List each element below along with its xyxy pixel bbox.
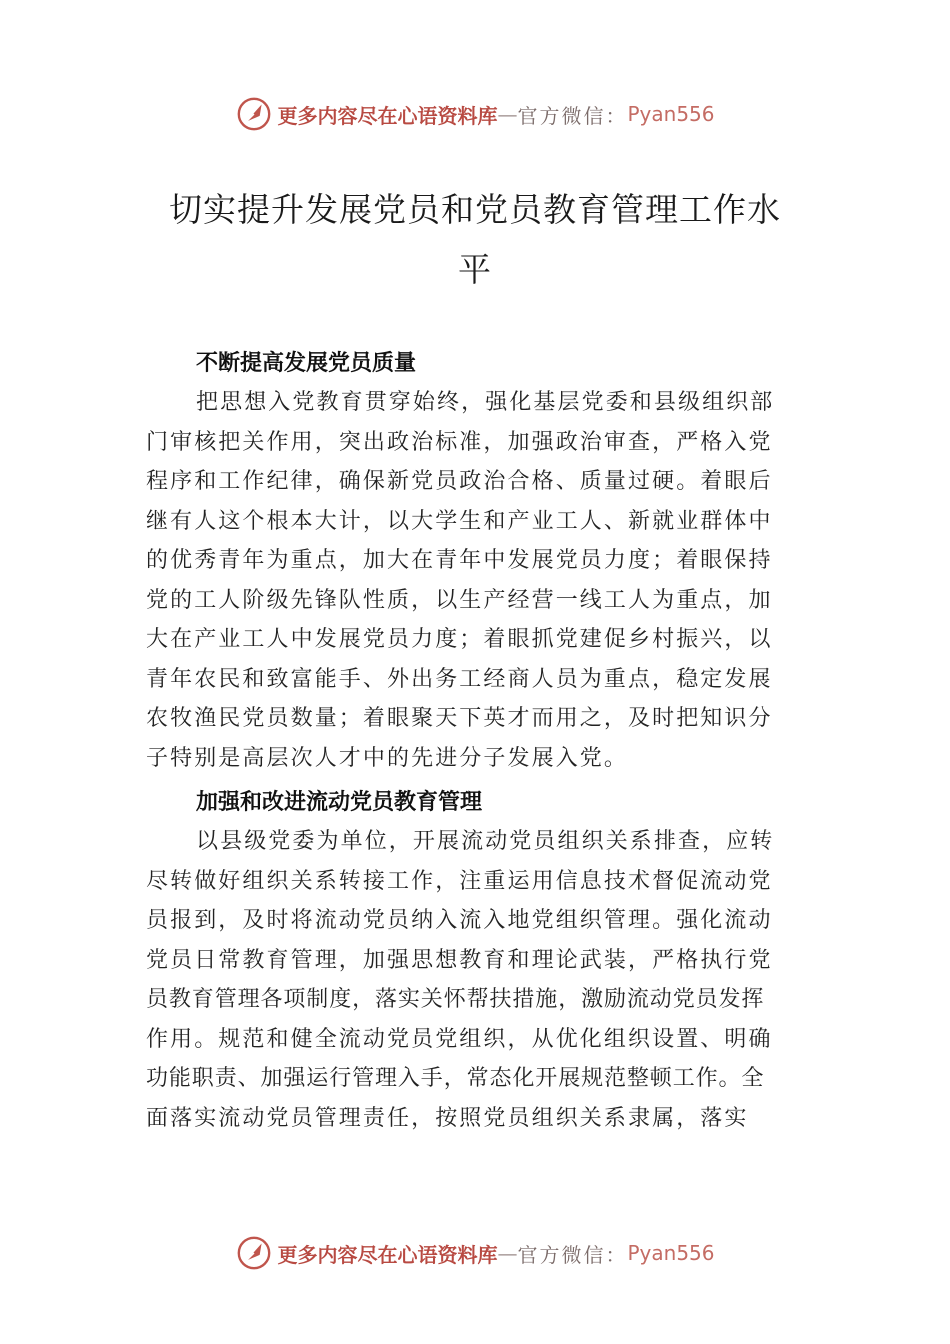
text-line: 以县级党委为单位，开展流动党员组织关系排查，应转	[196, 829, 775, 854]
text-line: 员教育管理各项制度，落实关怀帮扶措施，激励流动党员发挥	[146, 987, 765, 1012]
text-line: 员报到，及时将流动党员纳入流入地党组织管理。强化流动	[146, 908, 773, 933]
watermark-wechat-id: Pyan556	[627, 102, 715, 126]
section-heading: 不断提高发展党员质量	[196, 351, 417, 376]
text-line: 尽转做好组织关系转接工作，注重运用信息技术督促流动党	[146, 868, 773, 894]
section-paragraph	[146, 383, 816, 778]
watermark-wechat-id: Pyan556	[627, 1241, 715, 1265]
feather-pen-icon	[235, 95, 273, 133]
watermark-wechat-label: 官方微信：	[517, 103, 628, 128]
text-line: 把思想入党教育贯穿始终，强化基层党委和县级组织部	[196, 390, 775, 415]
text-line: 党员日常教育管理，加强思想教育和理论武装，严格执行党	[146, 947, 773, 973]
watermark-brand: 更多内容尽在心语资料库	[277, 1242, 498, 1267]
watermark-dash: —	[497, 102, 518, 126]
watermark-wechat-label: 官方微信：	[517, 1242, 628, 1267]
section-heading: 加强和改进流动党员教育管理	[196, 790, 483, 815]
watermark-header	[0, 92, 950, 136]
text-line: 大在产业工人中发展党员力度；着眼抓党建促乡村振兴，以	[146, 627, 773, 652]
text-line: 继有人这个根本大计，以大学生和产业工人、新就业群体中	[146, 508, 773, 534]
text-line: 程序和工作纪律，确保新党员政治合格、质量过硬。着眼后	[146, 469, 773, 494]
text-line: 青年农民和致富能手、外出务工经商人员为重点，稳定发展	[146, 666, 773, 692]
text-line: 农牧渔民党员数量；着眼聚天下英才而用之，及时把知识分	[146, 706, 773, 731]
text-line: 党的工人阶级先锋队性质，以生产经营一线工人为重点，加	[146, 587, 773, 613]
text-line: 面落实流动党员管理责任，按照党员组织关系隶属，落实	[146, 1105, 749, 1131]
watermark-footer	[0, 1231, 950, 1275]
text-line: 的优秀青年为重点，加大在青年中发展党员力度；着眼保持	[146, 548, 773, 573]
text-line: 门审核把关作用，突出政治标准，加强政治审查，严格入党	[146, 429, 773, 455]
title-line-1: 切实提升发展党员和党员教育管理工作水	[169, 190, 781, 229]
watermark-brand: 更多内容尽在心语资料库	[277, 103, 498, 128]
feather-pen-icon	[235, 1234, 273, 1272]
text-line: 子特别是高层次人才中的先进分子发展入党。	[146, 745, 629, 771]
title-line-2: 平	[458, 250, 492, 289]
text-line: 功能职责、加强运行管理入手，常态化开展规范整顿工作。全	[146, 1066, 765, 1091]
page-title	[140, 180, 810, 300]
text-line: 作用。规范和健全流动党员党组织，从优化组织设置、明确	[146, 1026, 773, 1052]
watermark-dash: —	[497, 1241, 518, 1265]
section-paragraph	[146, 822, 816, 1138]
